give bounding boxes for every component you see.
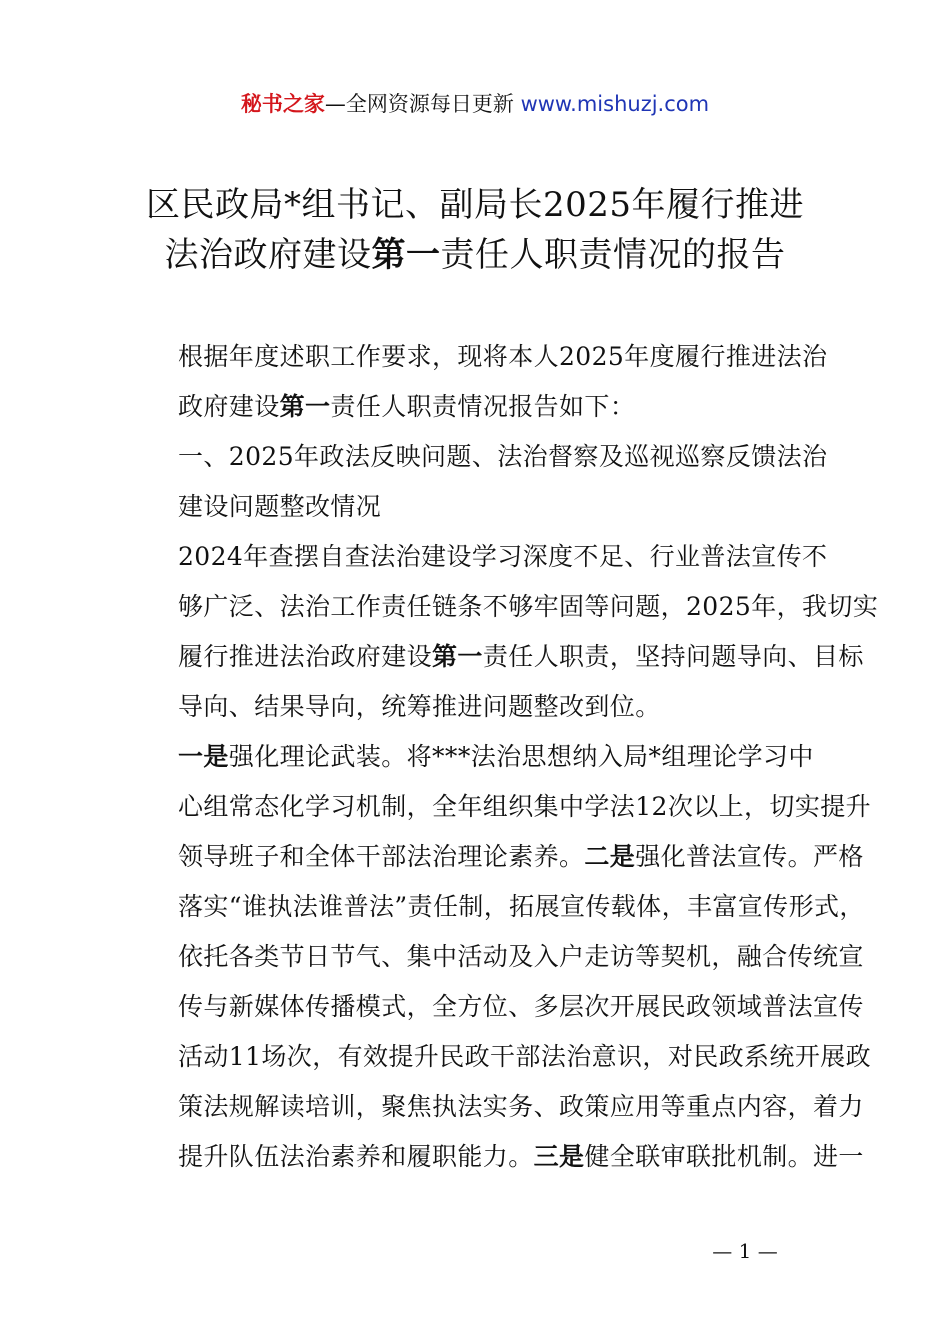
title-line-2-post: 责任人职责情况的报告 — [440, 235, 786, 275]
text-run: 责任人职责，坚持问题导向、目标 — [482, 642, 864, 671]
bold-run: 二是 — [584, 842, 636, 871]
bold-run: 一是 — [178, 742, 229, 771]
banner-tagline: —全网资源每日更新 — [324, 92, 521, 116]
paragraph-intro — [128, 332, 834, 432]
paragraph-measures — [128, 732, 872, 1182]
body-line: 传与新媒体传播模式，全方位、多层次开展民政领域普法宣传 — [178, 992, 864, 1021]
section-heading — [128, 432, 834, 532]
body-line: 一、2025年政法反映问题、法治督察及巡视巡察反馈法治 — [178, 442, 828, 471]
title-line-2-pre: 法治政府建设 — [164, 235, 372, 275]
body-line: 依托各类节日节气、集中活动及入户走访等契机，融合传统宣 — [178, 942, 864, 971]
text-run: 责任人职责情况报告如下： — [330, 392, 636, 421]
body-line: 落实“谁执法谁普法”责任制，拓展宣传载体，丰富宣传形式， — [178, 892, 865, 921]
text-run: 提升队伍法治素养和履职能力。 — [178, 1142, 534, 1171]
title-line-2 — [60, 230, 890, 280]
paragraph-summary — [128, 532, 879, 732]
body-line: 建设问题整改情况 — [178, 492, 382, 521]
text-run: 健全联审联批机制。进一 — [584, 1142, 864, 1171]
text-run: 强化普法宣传。严格 — [635, 842, 864, 871]
body-line: 2024年查摆自查法治建设学习深度不足、行业普法宣传不 — [178, 542, 828, 571]
document-title — [60, 180, 890, 280]
body-line — [128, 1132, 864, 1182]
body-line: 策法规解读培训，聚焦执法实务、政策应用等重点内容，着力 — [178, 1092, 864, 1121]
title-line-2-bold: 第一 — [371, 235, 441, 275]
document-body — [128, 332, 879, 1182]
body-line: 心组常态化学习机制，全年组织集中学法12次以上，切实提升 — [178, 792, 872, 821]
banner-url-link[interactable]: www.mishuzj.com — [520, 92, 710, 116]
text-run: 领导班子和全体干部法治理论素养。 — [178, 842, 585, 871]
bold-run: 第一 — [279, 392, 331, 421]
body-line: 活动11场次，有效提升民政干部法治意识，对民政系统开展政 — [178, 1042, 872, 1071]
banner-brand: 秘书之家 — [240, 92, 325, 116]
bold-run: 三是 — [533, 1142, 585, 1171]
text-run: 政府建设 — [178, 392, 280, 421]
body-line — [128, 832, 864, 882]
body-line — [128, 732, 834, 782]
body-line — [128, 382, 834, 432]
bold-run: 第一 — [432, 642, 483, 671]
body-line: 导向、结果导向，统筹推进问题整改到位。 — [178, 692, 661, 721]
page-number: — 1 — — [712, 1239, 778, 1263]
body-line — [128, 632, 864, 682]
text-run: 强化理论武装。将***法治思想纳入局*组理论学习中 — [228, 742, 814, 771]
text-run: 履行推进法治政府建设 — [178, 642, 433, 671]
site-banner — [0, 88, 950, 120]
title-line-1: 区民政局*组书记、副局长2025年履行推进 — [145, 185, 805, 225]
body-line: 根据年度述职工作要求，现将本人2025年度履行推进法治 — [178, 342, 828, 371]
body-line: 够广泛、法治工作责任链条不够牢固等问题，2025年，我切实 — [178, 592, 879, 621]
